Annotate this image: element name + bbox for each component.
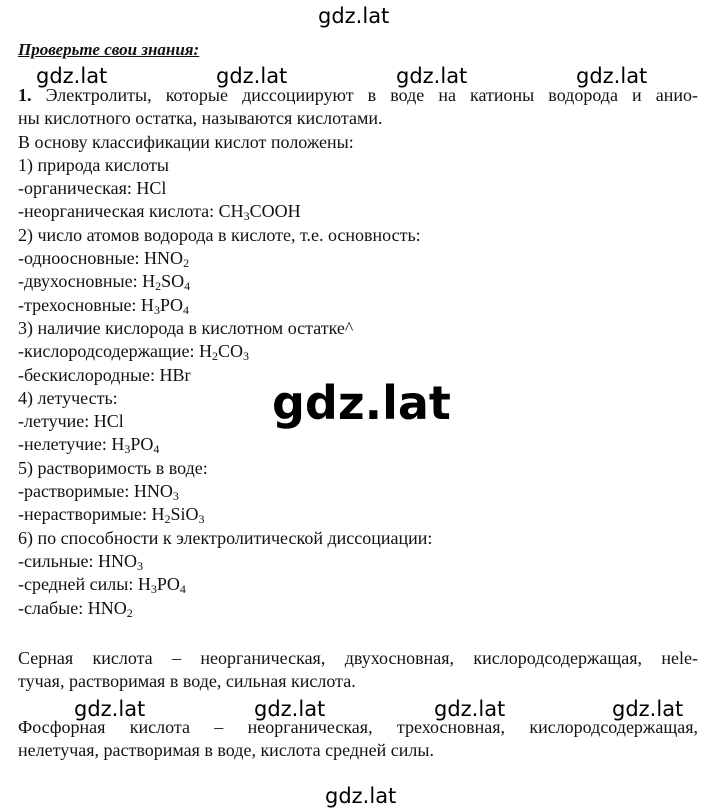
criterion-6-strong: -сильные: $HNO_3$ — [18, 550, 144, 573]
criterion-4-nonvolatile: -нелетучие: $H_3PO_4$ — [18, 434, 160, 457]
criterion-3-oxygen: -кислородсодержащие: $H_2CO_3$ — [18, 341, 250, 364]
sulfuric-acid-paragraph — [18, 647, 698, 694]
watermark-row2-c: gdz.lat — [434, 697, 506, 721]
criterion-2-monobasic: -одноосновные: $HNO_2$ — [18, 248, 190, 271]
watermark-row2-b: gdz.lat — [254, 697, 326, 721]
criterion-5: 5) растворимость в воде: — [18, 457, 208, 478]
item-number: 1. — [18, 85, 32, 105]
criterion-1-inorganic: -неорганическая кислота: $CH_3COOH$ — [18, 201, 301, 224]
criterion-6-weak: -слабые: $HNO_2$ — [18, 597, 133, 620]
criterion-2-tribasic: -трехосновные: $H_3PO_4$ — [18, 294, 189, 317]
criterion-4-volatile: -летучие: HCl — [18, 411, 124, 432]
watermark-top: gdz.lat — [318, 4, 390, 28]
watermark-row1-c: gdz.lat — [396, 64, 468, 88]
intro-line-1: 1. Электролиты, которые диссоциируют в воде на катионы водорода и анио- — [18, 85, 698, 105]
criterion-2-dibasic: -двухосновные: $H_2SO_4$ — [18, 271, 191, 294]
section-heading: Проверьте свои знания: — [18, 40, 200, 59]
criterion-5-soluble: -растворимые: $HNO_3$ — [18, 481, 179, 504]
criterion-2: 2) число атомов водорода в кислоте, т.е. основность: — [18, 224, 421, 245]
intro-line-2: ны кислотного остатка, называются кислотами. — [18, 108, 383, 129]
sulfuric-line-2: тучая, растворимая в воде, сильная кислота. — [18, 671, 356, 692]
sulfuric-line-1: Серная кислота – неорганическая, двухосновная, кислородсодержащая, нele- — [18, 648, 698, 668]
answer-body — [18, 84, 698, 620]
watermark-row1-a: gdz.lat — [36, 64, 108, 88]
watermark-center: gdz.lat — [272, 376, 451, 430]
criterion-3: 3) наличие кислорода в кислотном остатке^ — [18, 317, 354, 338]
phosphoric-line-1: Фосфорная кислота – неорганическая, трехосновная, кислородсодержащая, — [18, 717, 698, 737]
criterion-5-insoluble: -нерастворимые: $H_2SiO_3$ — [18, 504, 205, 527]
criterion-6: 6) по способности к электролитической диссоциации: — [18, 527, 433, 548]
classification-basis: В основу классификации кислот положены: — [18, 131, 354, 152]
criterion-3-oxygen-free: -бескислородные: HBr — [18, 364, 191, 385]
criterion-1-organic: -органическая: HCl — [18, 178, 167, 199]
criterion-1: 1) природа кислоты — [18, 154, 169, 175]
criterion-6-medium: -средней силы: $H_3PO_4$ — [18, 574, 186, 597]
watermark-bottom: gdz.lat — [325, 784, 397, 808]
phosphoric-line-2: нелетучая, растворимая в воде, кислота средней силы. — [18, 740, 434, 761]
watermark-row1-b: gdz.lat — [216, 64, 288, 88]
watermark-row1-d: gdz.lat — [576, 64, 648, 88]
phosphoric-acid-paragraph — [18, 716, 698, 763]
watermark-row2-a: gdz.lat — [74, 697, 146, 721]
intro-paragraph — [18, 84, 698, 131]
watermark-row2-d: gdz.lat — [612, 697, 684, 721]
criterion-4: 4) летучесть: — [18, 387, 118, 408]
